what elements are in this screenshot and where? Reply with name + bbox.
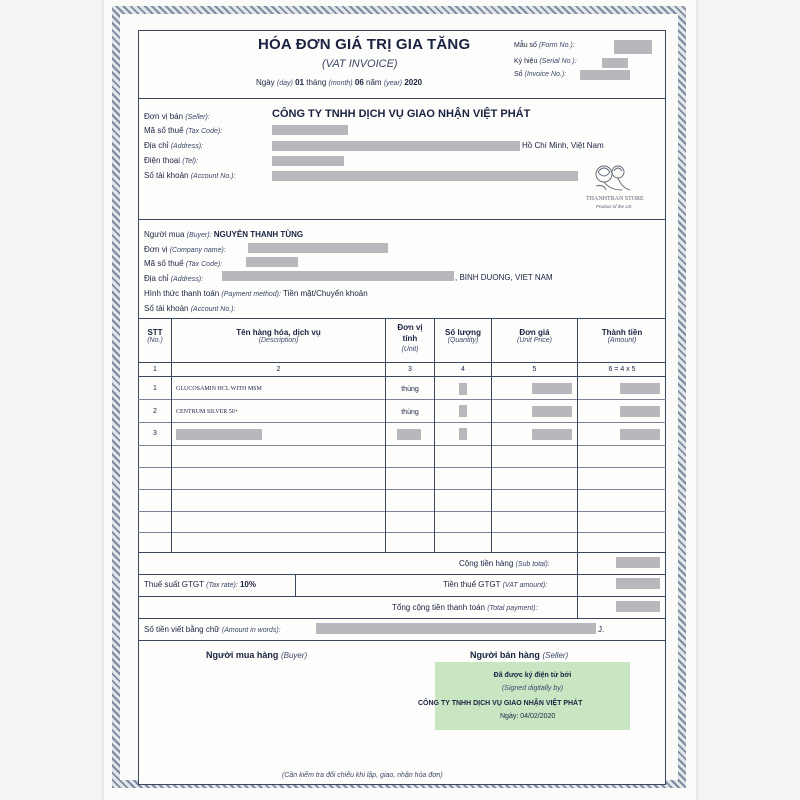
amount-redacted (620, 383, 660, 394)
buyer-address-label: Địa chỉ (Address): (144, 274, 203, 283)
seller-address-label: Địa chỉ (Address): (144, 141, 203, 150)
row-line (138, 399, 666, 400)
col-line (295, 574, 296, 596)
flower-logo-icon (588, 160, 636, 196)
seller-label: Đơn vị bán (Seller): (144, 112, 210, 121)
vat-redacted (616, 578, 660, 589)
row-line (138, 532, 666, 533)
col-line (577, 318, 578, 552)
header-quantity: Số lượng (Quantity) (445, 328, 481, 344)
amount-redacted (620, 429, 660, 440)
table-bottom (138, 552, 666, 553)
total-redacted (616, 601, 660, 612)
qty-redacted (459, 383, 467, 395)
row-description: CENTRUM SILVER 50+ (176, 409, 239, 415)
tax-rate-label: Thuế suất GTGT (Tax rate): 10% (144, 580, 256, 589)
amount-redacted (620, 406, 660, 417)
serial-redacted (602, 58, 628, 68)
row-description: GLUCOSAMIN HCL WITH MSM (176, 386, 262, 392)
seller-phone-label: Điện thoại (Tel): (144, 156, 198, 165)
serial-label: Ký hiệu (Serial No.): (514, 58, 577, 65)
index-cell: 6 = 4 x 5 (608, 366, 636, 373)
price-redacted (532, 406, 572, 417)
invoice-title: HÓA ĐƠN GIÁ TRỊ GIA TĂNG (258, 36, 471, 53)
seller-address-tail: Hồ Chí Minh, Việt Nam (522, 141, 604, 150)
tax-rate: 10% (239, 580, 256, 589)
divider (138, 640, 666, 641)
buyer-account-label: Số tài khoản (Account No.): (144, 304, 236, 313)
header-unit: Đơn vị tính (Unit) (397, 323, 423, 353)
buyer-tax-redacted (246, 257, 298, 267)
table-index-bottom (138, 376, 666, 377)
col-line (577, 552, 578, 618)
buyer-address-redacted (222, 271, 454, 281)
price-redacted (532, 429, 572, 440)
invoice-no-label: Số (Invoice No.): (514, 71, 567, 78)
invoice-date: Ngày (day) 01 tháng (month) 06 năm (year) 2020 (256, 78, 423, 87)
buyer-label: Người mua (Buyer): NGUYỄN THANH TÙNG (144, 230, 304, 239)
form-no-redacted (614, 40, 652, 54)
buyer-tax-label: Mã số thuế (Tax Code): (144, 259, 223, 268)
amount-words-label: Số tiền viết bằng chữ (Amount in words): (144, 625, 281, 634)
index-cell: 2 (276, 366, 281, 373)
signed-date: Ngày: 04/02/2020 (500, 713, 556, 720)
seller-tax-label: Mã số thuế (Tax Code): (144, 126, 223, 135)
row-no: 3 (153, 430, 157, 437)
col-line (491, 318, 492, 552)
header-description: Tên hàng hóa, dịch vụ (Description) (236, 328, 321, 344)
row-line (138, 489, 666, 490)
form-no-label: Mẫu số (Form No.): (514, 42, 575, 49)
seller-signature-label: Người bán hàng (Seller) (470, 650, 569, 660)
index-cell: 5 (532, 366, 537, 373)
price-redacted (532, 383, 572, 394)
seller-account-redacted (272, 171, 578, 181)
row-line (138, 422, 666, 423)
index-cell: 4 (461, 366, 465, 373)
row-line (138, 511, 666, 512)
qty-redacted (459, 428, 467, 440)
header-amount: Thành tiền (Amount) (601, 328, 643, 344)
row-line (138, 467, 666, 468)
buyer-company-redacted (248, 243, 388, 253)
invoice-no-redacted (580, 70, 630, 80)
divider (138, 618, 666, 619)
subtotal-label: Cộng tiền hàng (Sub total): (459, 559, 550, 568)
buyer-name: NGUYỄN THANH TÙNG (213, 230, 304, 239)
desc-redacted (176, 429, 262, 440)
row-unit: thùng (401, 409, 419, 416)
index-cell: 3 (408, 366, 412, 373)
seller-name: CÔNG TY TNHH DỊCH VỤ GIAO NHẬN VIỆT PHÁT (272, 108, 531, 120)
divider (138, 219, 666, 220)
footer-note: (Cần kiểm tra đối chiếu khi lập, giao, nhận hóa đơn) (282, 772, 443, 779)
signed-by-label: Đã được ký điện tử bởi (493, 672, 572, 679)
divider (138, 596, 666, 597)
row-unit: thùng (401, 386, 419, 393)
payment-method-label: Hình thức thanh toán (Payment method): Tiền mặt/Chuyển khoản (144, 289, 368, 298)
seller-phone-redacted (272, 156, 344, 166)
seller-account-label: Số tài khoản (Account No.): (144, 171, 236, 180)
divider (138, 98, 666, 99)
header-stt: STT (No.) (147, 328, 163, 344)
amount-words-redacted (316, 623, 596, 634)
buyer-address-tail: , BINH DUONG, VIET NAM (455, 273, 553, 282)
invoice-subtitle: (VAT INVOICE) (322, 58, 398, 70)
divider (138, 574, 666, 575)
index-cell: 1 (153, 366, 157, 373)
col-line (171, 318, 172, 552)
row-line (138, 445, 666, 446)
store-stamp-name: THANHTRAN STORE (586, 196, 644, 202)
signed-company: CÔNG TY TNHH DỊCH VỤ GIAO NHẬN VIỆT PHÁT (418, 700, 583, 707)
seller-tax-redacted (272, 125, 348, 135)
seller-address-redacted (272, 141, 520, 151)
total-label: Tổng cộng tiền thanh toán (Total payment): (392, 603, 538, 612)
store-stamp-sub: Product of the US (596, 204, 632, 209)
buyer-company-label: Đơn vị (Company name): (144, 245, 226, 254)
row-no: 1 (153, 385, 157, 392)
payment-method: Tiền mặt/Chuyển khoản (283, 289, 368, 298)
col-line (434, 318, 435, 552)
buyer-signature-label: Người mua hàng (Buyer) (206, 650, 308, 660)
header-unit-price: Đơn giá (Unit Price) (516, 328, 552, 344)
vat-label: Tiền thuế GTGT (VAT amount): (443, 580, 548, 589)
table-header-bottom (138, 362, 666, 363)
amount-words-tail: J. (598, 625, 605, 634)
row-no: 2 (153, 408, 157, 415)
unit-redacted (397, 429, 421, 440)
subtotal-redacted (616, 557, 660, 568)
qty-redacted (459, 405, 467, 417)
table-top (138, 318, 666, 319)
signed-by-en: (Signed digitally by) (501, 685, 564, 692)
